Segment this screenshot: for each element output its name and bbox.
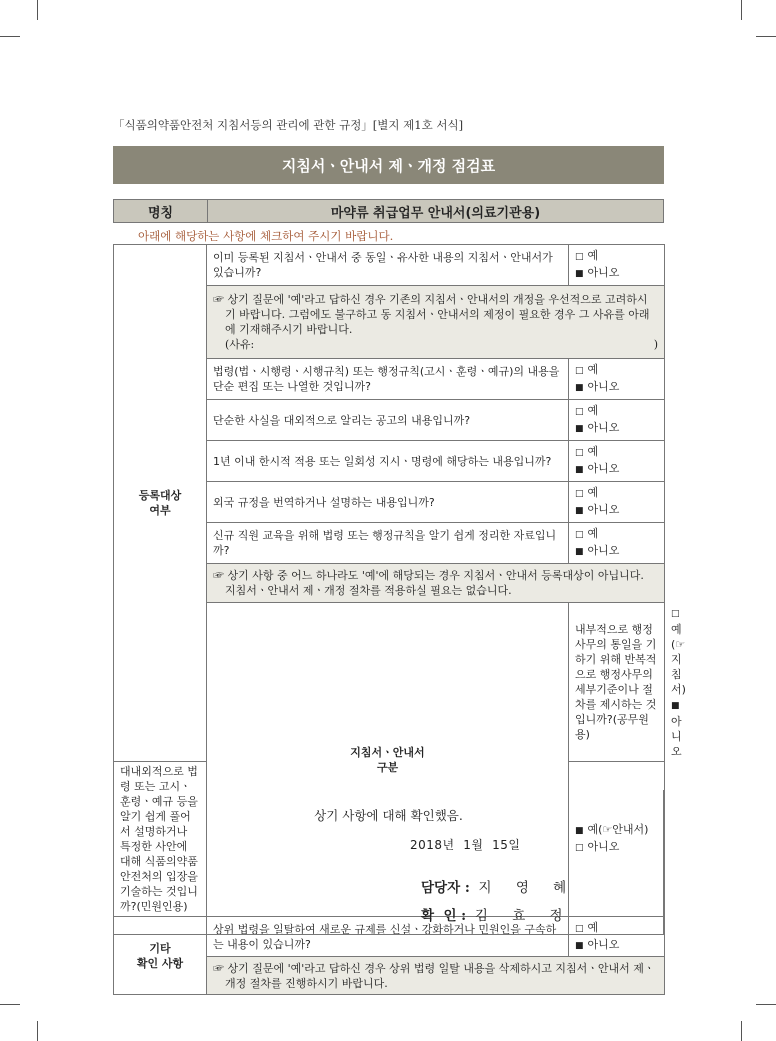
question-text: 상위 법령을 일탈하여 새로운 규제를 신설ㆍ강화하거나 민원인을 구속하는 내용이 있습니까? <box>207 917 569 957</box>
no-checkbox[interactable]: □ 아니오 <box>575 839 658 856</box>
no-checkbox[interactable]: ■ 아니오 <box>575 937 658 954</box>
name-value: 마약류 취급업무 안내서(의료기관용) <box>330 205 541 221</box>
form-caption: 「식품의약품안전처 지침서등의 관리에 관한 규정」[별지 제1호 서식] <box>113 118 464 132</box>
answer-options <box>569 482 665 523</box>
crop-mark <box>741 0 742 20</box>
guidance-note <box>207 957 665 995</box>
yes-checkbox[interactable]: □ 예 <box>575 526 658 543</box>
answer-options <box>569 359 665 400</box>
yes-checkbox[interactable]: □ 예 <box>575 920 658 937</box>
no-checkbox[interactable]: ■ 아니오 <box>575 265 658 282</box>
manager-label: 담당자 : <box>421 880 470 896</box>
page-title: 지침서ㆍ안내서 제ㆍ개정 점검표 <box>113 146 664 184</box>
answer-options <box>569 523 665 564</box>
approver-signature <box>421 904 573 924</box>
question-text: 이미 등록된 지침서ㆍ안내서 중 동일ㆍ유사한 내용의 지침서ㆍ안내서가 있습니까? <box>207 245 569 286</box>
no-checkbox[interactable]: ■ 아니오 <box>575 379 658 396</box>
name-label: 명칭 <box>114 200 208 222</box>
note-text: ☞ 상기 질문에 '예'라고 답하신 경우 상위 법령 일탈 내용을 삭제하시고 지침서ㆍ안내서 제ㆍ개정 절차를 진행하시기 바랍니다. <box>213 961 655 990</box>
answer-options <box>569 400 665 441</box>
crop-mark <box>37 1021 38 1041</box>
yes-checkbox[interactable]: □ 예 <box>575 403 658 420</box>
confirmation-box <box>113 790 664 935</box>
yes-checkbox[interactable]: □ 예 <box>575 444 658 461</box>
question-text: 법령(법ㆍ시행령ㆍ시행규칙) 또는 행정규칙(고시ㆍ훈령ㆍ예규)의 내용을 단순 편집 또는 나열한 것입니까? <box>207 359 569 400</box>
guidance-note <box>207 564 665 603</box>
manager-signature <box>421 876 576 896</box>
category-label: 지침서ㆍ안내서 구분 <box>350 745 425 774</box>
yes-checkbox[interactable]: □ 예 <box>575 485 658 502</box>
question-text: 1년 이내 한시적 적용 또는 일회성 지시ㆍ명령에 해당하는 내용입니까? <box>207 441 569 482</box>
answer-options <box>569 245 665 286</box>
yes-checkbox[interactable]: □ 예 <box>575 362 658 379</box>
category-registration <box>114 245 207 762</box>
approver-label: 확 인 : <box>421 908 467 924</box>
answer-options <box>569 441 665 482</box>
question-text: 내부적으로 행정사무의 통일을 기하기 위해 반복적으로 행정사무의 세부기준이나 절차를 제시하는 것입니까?(공무원용) <box>569 603 665 762</box>
checklist-table: 등록대상 여부 이미 등록된 지침서ㆍ안내서 중 동일ㆍ유사한 내용의 지침서ㆍ안내서가 있습니까? □ 예 ■ 아니오 ☞ 상기 질문에 '예'라고 답하신 경우 기존의 지침서ㆍ안내서의 개정을 우선적으로 고려하시기 바랍니다. 그럼에도 불구하고 동 지침서ㆍ안내서의 제정이 필요한 경우 그 사유를 아래에 기재해주시기 바랍니다. (사유: ) 법령(법ㆍ시행령ㆍ시행규칙) 또는 행정규칙(고시ㆍ훈령ㆍ예규)의 내용을 단순 편집 또는 나열한 것입니까? □ 예 ■ 아니오 단순한 사실을 대외적으로 알리는 공고의 내용입니까? □ 예 ■ 아니오 1년 이내 한시적 적용 또는 일회성 지시ㆍ명령에 해당하는 내용입니까? □ 예 ■ 아니오 외국 규정을 번역하거나 설명하는 내용입니까? □ 예 ■ 아니오 신규 직원 교육을 위해 법령 또는 행정규칙을 알기 쉽게 정리한 자료입니까? □ 예 ■ 아니오 ☞ 상기 사항 중 어느 하나라도 '예'에 해당되는 경우 지침서ㆍ안내서 등록대상이 아닙니다. 지침서ㆍ안내서 제ㆍ개정 절차를 적용하실 필요는 없습니다. 지침서ㆍ안내서 구분 내부적으로 행정사무의 통일을 기하기 위해 반복적으로 행정사무의 세부기준이나 절차를 제시하는 것입니까?(공무원용) 예(☞지침서) 아니오 대내외적으로 법령 또는 고시ㆍ훈령ㆍ예규 등을 알기 쉽게 풀어서 설명하거나 특정한 사안에 대해 식품의약품안전처의 입장을 기술하는 것입니까?(민원인용) ■ 예(☞안내서) □ 아니오 기타 확인 사항 상위 법령을 일탈하여 새로운 규제를 신설ㆍ강화하거나 민원인을 구속하는 내용이 있습니까? □ 예 ■ 아니오 ☞ 상기 질문에 '예'라고 답하신 경우 상위 법령 일탈 내용을 삭제하시고 지침서ㆍ안내서 제ㆍ개정 절차를 진행하시기 바랍니다. <box>113 244 665 995</box>
note-text: ☞ 상기 질문에 '예'라고 답하신 경우 기존의 지침서ㆍ안내서의 개정을 우선적으로 고려하시기 바랍니다. 그럼에도 불구하고 동 지침서ㆍ안내서의 제정이 필요한 경우 그 사유를 아래에 기재해주시기 바랍니다. <box>213 293 650 336</box>
reason-line <box>213 337 658 352</box>
crop-mark <box>0 36 20 37</box>
approver-name: 김 효 정 <box>474 908 573 924</box>
yes-checkbox[interactable]: ■ 예(☞안내서) <box>575 822 658 839</box>
instruction-text: 아래에 해당하는 사항에 체크하여 주시기 바랍니다. <box>138 229 394 243</box>
reason-close: ) <box>653 338 658 351</box>
category-label: 기타 확인 사항 <box>136 941 184 970</box>
reason-open: (사유: <box>225 338 255 351</box>
question-text: 단순한 사실을 대외적으로 알리는 공고의 내용입니까? <box>207 400 569 441</box>
guidance-note <box>207 286 665 359</box>
category-label: 등록대상 여부 <box>138 489 182 517</box>
question-text: 외국 규정을 번역하거나 설명하는 내용입니까? <box>207 482 569 523</box>
crop-mark <box>756 36 776 37</box>
confirmation-date: 2018년 1월 15일 <box>410 838 521 852</box>
no-checkbox[interactable]: ■ 아니오 <box>575 461 658 478</box>
note-text: ☞ 상기 사항 중 어느 하나라도 '예'에 해당되는 경우 지침서ㆍ안내서 등록대상이 아닙니다. 지침서ㆍ안내서 제ㆍ개정 절차를 적용하실 필요는 없습니다. <box>213 569 644 597</box>
no-checkbox[interactable]: ■ 아니오 <box>575 543 658 560</box>
question-text: 대내외적으로 법령 또는 고시ㆍ훈령ㆍ예규 등을 알기 쉽게 풀어서 설명하거나 특정한 사안에 대해 식품의약품안전처의 입장을 기술하는 것입니까?(민원인용) <box>114 762 207 917</box>
crop-mark <box>37 0 38 20</box>
no-checkbox[interactable]: ■ 아니오 <box>575 420 658 437</box>
confirmation-text: 상기 사항에 대해 확인했음. <box>314 808 463 823</box>
question-text: 신규 직원 교육을 위해 법령 또는 행정규칙을 알기 쉽게 정리한 자료입니까? <box>207 523 569 564</box>
crop-mark <box>756 1004 776 1005</box>
crop-mark <box>741 1021 742 1041</box>
manager-name: 지 영 혜 <box>478 880 577 896</box>
no-checkbox[interactable]: ■ 아니오 <box>575 502 658 519</box>
name-row <box>113 199 664 223</box>
yes-checkbox[interactable]: □ 예 <box>575 248 658 265</box>
crop-mark <box>0 1004 20 1005</box>
